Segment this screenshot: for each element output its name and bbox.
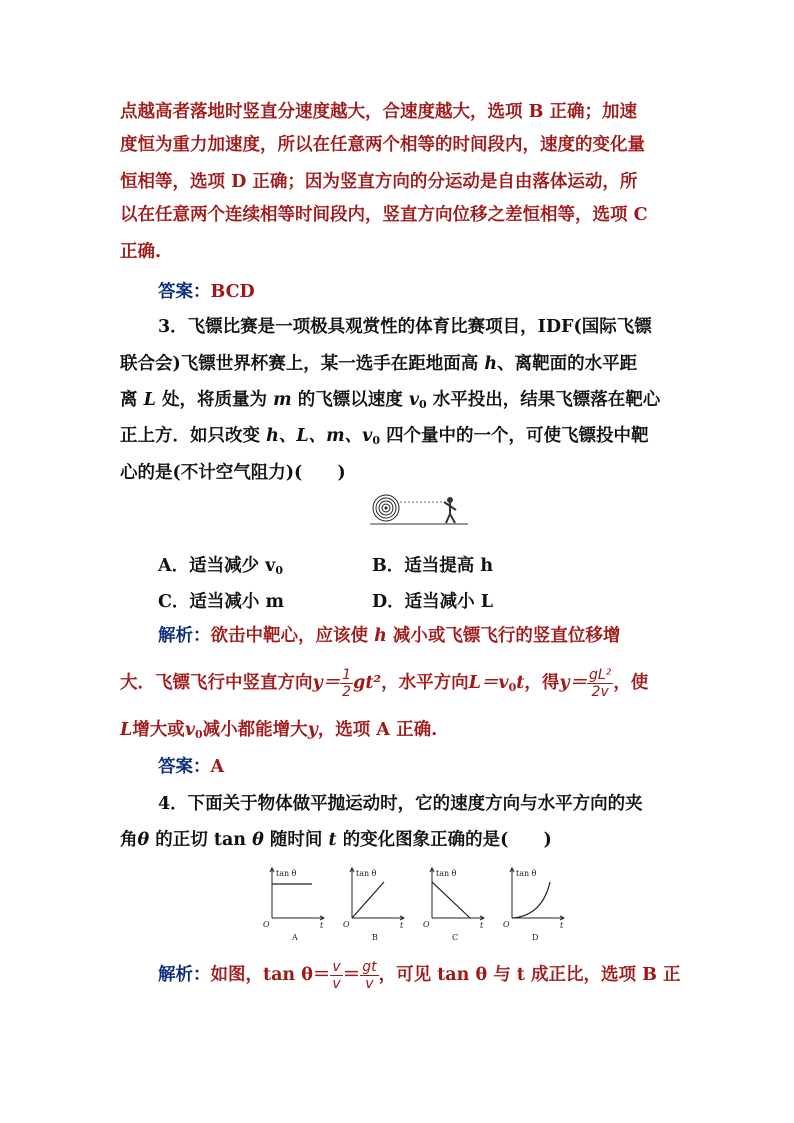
option-d-text: D．适当减小 L: [372, 592, 494, 612]
answer-label: 答案：: [158, 282, 211, 302]
analysis-label: 解析：: [158, 626, 211, 646]
var-y: y: [307, 720, 318, 740]
fraction-vy-vx: [330, 960, 342, 991]
q3-text: 、离靶面的水平距: [497, 354, 638, 374]
prev-analysis-line-4: 以在任意两个连续相等时间段内，竖直方向位移之差恒相等，选项 C: [120, 205, 648, 225]
q4-text: 的正切 tan: [155, 830, 247, 850]
q3-text: 水平投出，结果飞镖落在靶心: [432, 390, 661, 410]
frac-den: v: [365, 976, 374, 992]
dart-target-illustration: [370, 492, 470, 534]
var-t: t: [328, 830, 337, 850]
frac-num: gL²: [589, 667, 612, 683]
q4-analysis-line-1: 解析：如图，tan θ＝ $\frac{v}{v}$ ＝ $\frac{gt}{v}$ ，可见 tan θ 与 t 成正比，选项 B 正: [158, 959, 681, 992]
graph-xlabel: t: [320, 921, 324, 930]
graph-options: [262, 860, 572, 942]
fraction-one-half: [340, 668, 353, 699]
graphs-svg: [262, 860, 572, 942]
q3-text: 处，将质量为: [162, 390, 267, 410]
option-c[interactable]: [158, 588, 284, 613]
graph-b: [343, 868, 404, 942]
graph-label: A: [292, 933, 298, 942]
var-list: h、L、m、v: [266, 426, 373, 446]
answer-label: 答案：: [158, 757, 211, 777]
q3-answer: [158, 755, 718, 779]
graph-xlabel: t: [480, 921, 484, 930]
q3-text: 的飞镖以速度: [297, 390, 403, 410]
target-icon: [373, 495, 399, 521]
analysis-text: ，水平方向: [381, 673, 469, 693]
analysis-text: 如图，tan θ＝: [210, 965, 331, 985]
analysis-text: 欲击中靶心，应该使: [210, 626, 368, 646]
graph-ylabel: tan θ: [516, 869, 537, 878]
q3-text: 正上方．如只改变: [120, 426, 260, 446]
graph-ylabel: tan θ: [356, 869, 377, 878]
var-L: L: [120, 720, 133, 740]
answer-value: A: [210, 757, 225, 777]
option-b-text: B．适当提高 h: [372, 556, 494, 576]
fraction-gL2-2v: [587, 668, 613, 699]
var-h: h: [374, 626, 387, 646]
subscript-0: 0: [275, 564, 283, 577]
frac-den: 2: [342, 684, 352, 700]
eq-gt2: gt²: [353, 673, 382, 693]
eq-y: y＝: [559, 673, 587, 693]
var-theta: θ: [252, 830, 264, 850]
q3-text: 离: [120, 390, 138, 410]
analysis-text: 减小或飞镖飞行的竖直位移增: [392, 626, 621, 646]
fraction-gt-v0: [360, 960, 378, 991]
graph-d: [503, 868, 564, 942]
graph-ylabel: tan θ: [276, 869, 297, 878]
prev-analysis-line-1: 点越高者落地时竖直分速度越大，合速度越大，选项 B 正确；加速: [120, 102, 637, 122]
var-t: t: [516, 673, 525, 693]
subscript-0: 0: [508, 681, 517, 694]
graph-origin: O: [263, 920, 270, 929]
frac-den: 2v: [591, 684, 609, 700]
eq-L: L＝v: [468, 673, 509, 693]
var-v0: v: [408, 390, 419, 410]
option-c-text: C．适当减小 m: [158, 592, 285, 612]
q4-text: 角: [120, 830, 138, 850]
graph-xlabel: t: [560, 921, 564, 930]
frac-den: v: [332, 976, 341, 992]
q3-line-4: [120, 424, 680, 453]
option-a[interactable]: [158, 552, 283, 577]
q3-line-2: [120, 352, 680, 376]
subscript-0: 0: [418, 398, 427, 411]
q3-line-1: 3．飞镖比赛是一项极具观赏性的体育比赛项目，IDF(国际飞镖: [158, 317, 652, 337]
graph-curve: [512, 882, 550, 918]
analysis-text: 减小都能增大: [202, 720, 308, 740]
q3-text: 联合会)飞镖世界杯赛上，某一选手在距地面高: [120, 354, 479, 374]
frac-num: v: [332, 959, 341, 975]
q3-line-5: 心的是(不计空气阻力)( ): [120, 463, 346, 483]
prev-answer: [158, 280, 718, 304]
subscript-0: 0: [194, 728, 203, 741]
subscript-0: 0: [372, 434, 380, 447]
prev-analysis-line-5: 正确.: [120, 242, 162, 262]
frac-num: 1: [342, 667, 352, 683]
graph-curve: [352, 882, 384, 918]
prev-analysis-line-3: 恒相等，选项 D 正确；因为竖直方向的分运动是自由落体运动，所: [120, 172, 638, 192]
eq-y: y＝: [312, 673, 341, 693]
var-v0: v: [184, 720, 195, 740]
var-m: m: [273, 390, 292, 410]
analysis-text: ，选项 A 正确.: [317, 720, 438, 740]
graph-origin: O: [343, 920, 350, 929]
q3-text: 四个量中的一个，可使飞镖投中靶: [386, 426, 649, 446]
option-a-text: A．适当减少 v: [158, 556, 276, 576]
frac-num: gt: [362, 959, 377, 975]
var-L: L: [143, 390, 156, 410]
var-h: h: [484, 354, 498, 374]
option-b[interactable]: [372, 552, 493, 577]
graph-label: C: [452, 933, 459, 942]
thrower-icon: [444, 497, 456, 523]
var-theta: θ: [137, 830, 150, 850]
q4-line-2: [120, 828, 680, 852]
graph-origin: O: [503, 920, 510, 929]
analysis-text: 大．飞镖飞行中竖直方向: [120, 673, 313, 693]
analysis-text: 增大或: [132, 720, 185, 740]
option-d[interactable]: [372, 588, 493, 613]
analysis-text: ，使: [613, 673, 649, 693]
graph-origin: O: [423, 920, 430, 929]
q4-text: 的变化图象正确的是( ): [342, 830, 552, 850]
graph-ylabel: tan θ: [436, 869, 457, 878]
graph-c: [423, 868, 484, 942]
q4-line-1: 4．下面关于物体做平抛运动时，它的速度方向与水平方向的夹: [158, 794, 643, 814]
graph-label: D: [532, 933, 539, 942]
analysis-label: 解析：: [158, 965, 211, 985]
q3-analysis-line-1: [158, 624, 680, 648]
q3-analysis-line-2: [120, 668, 680, 700]
graph-xlabel: t: [400, 921, 404, 930]
q4-text: 随时间: [269, 830, 323, 850]
analysis-text: ，可见 tan θ 与 t 成正比，选项 B 正: [378, 965, 681, 985]
q3-line-3: [120, 388, 680, 417]
analysis-text: ，得: [524, 673, 560, 693]
q3-analysis-line-3: [120, 718, 680, 747]
graph-a: [263, 868, 324, 942]
answer-value: BCD: [210, 282, 255, 302]
prev-analysis-line-2: 度恒为重力加速度，所以在任意两个相等的时间段内，速度的变化量: [120, 135, 645, 155]
graph-curve: [432, 882, 470, 918]
graph-label: B: [372, 933, 378, 942]
